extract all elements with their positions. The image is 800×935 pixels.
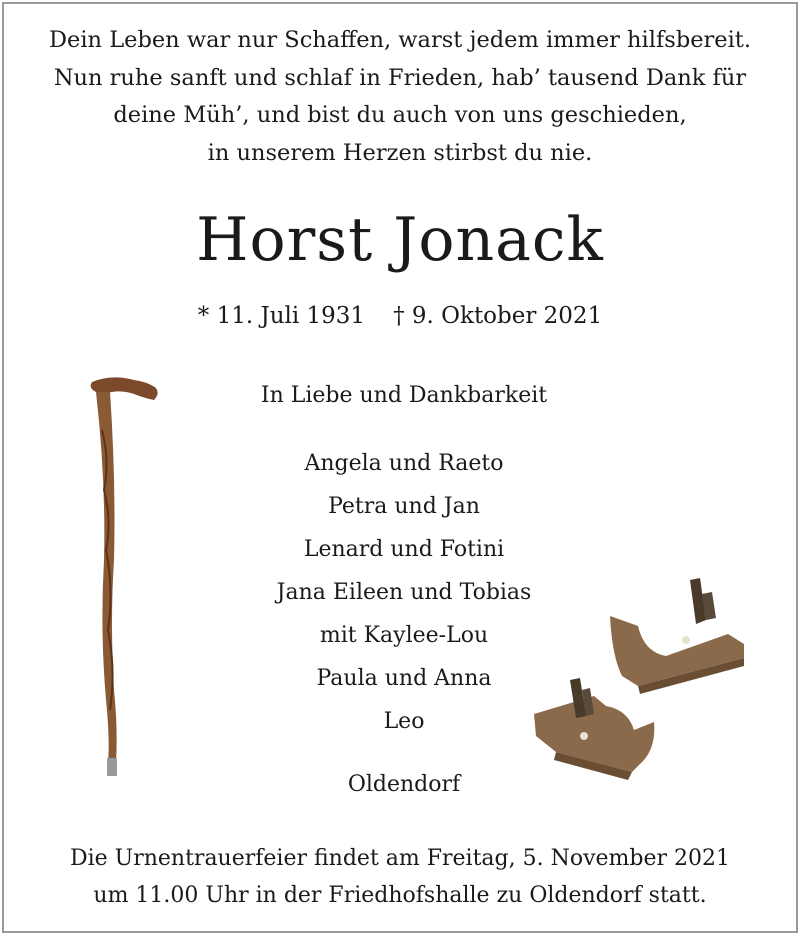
family-member: Petra und Jan — [328, 494, 480, 519]
family-member: Lenard und Fotini — [303, 537, 505, 562]
place-name: Oldendorf — [347, 772, 461, 797]
poem-line: Dein Leben war nur Schaffen, warst jedem immer hilfsbereit. — [49, 27, 751, 53]
obituary-notice — [2, 2, 798, 933]
deceased-name: Horst Jonack — [196, 205, 604, 275]
family-member: Paula und Anna — [316, 666, 492, 691]
walking-cane-icon — [82, 370, 166, 782]
family-member: Angela und Raeto — [304, 451, 504, 476]
notice-line: um 11.00 Uhr in der Friedhofshalle zu Oldendorf statt. — [93, 883, 707, 908]
birth-date: * 11. Juli 1931 — [197, 303, 366, 329]
death-date: † 9. Oktober 2021 — [393, 303, 603, 329]
notice-line: Die Urnentrauerfeier findet am Freitag, 5. November 2021 — [69, 846, 730, 871]
poem-line: deine Müh’, und bist du auch von uns geschieden, — [113, 102, 687, 128]
poem-line: in unserem Herzen stirbst du nie. — [207, 139, 593, 166]
memorial-poem — [4, 22, 796, 172]
poem-line: Nun ruhe sanft und schlaf in Frieden, hab’ tausend Dank für — [53, 64, 747, 91]
family-member: Jana Eileen und Tobias — [276, 580, 532, 605]
dedication: In Liebe und Dankbarkeit — [260, 383, 548, 408]
family-member: mit Kaylee-Lou — [319, 623, 489, 648]
life-dates — [4, 300, 796, 332]
funeral-notice — [4, 840, 796, 914]
family-member: Leo — [383, 709, 425, 734]
